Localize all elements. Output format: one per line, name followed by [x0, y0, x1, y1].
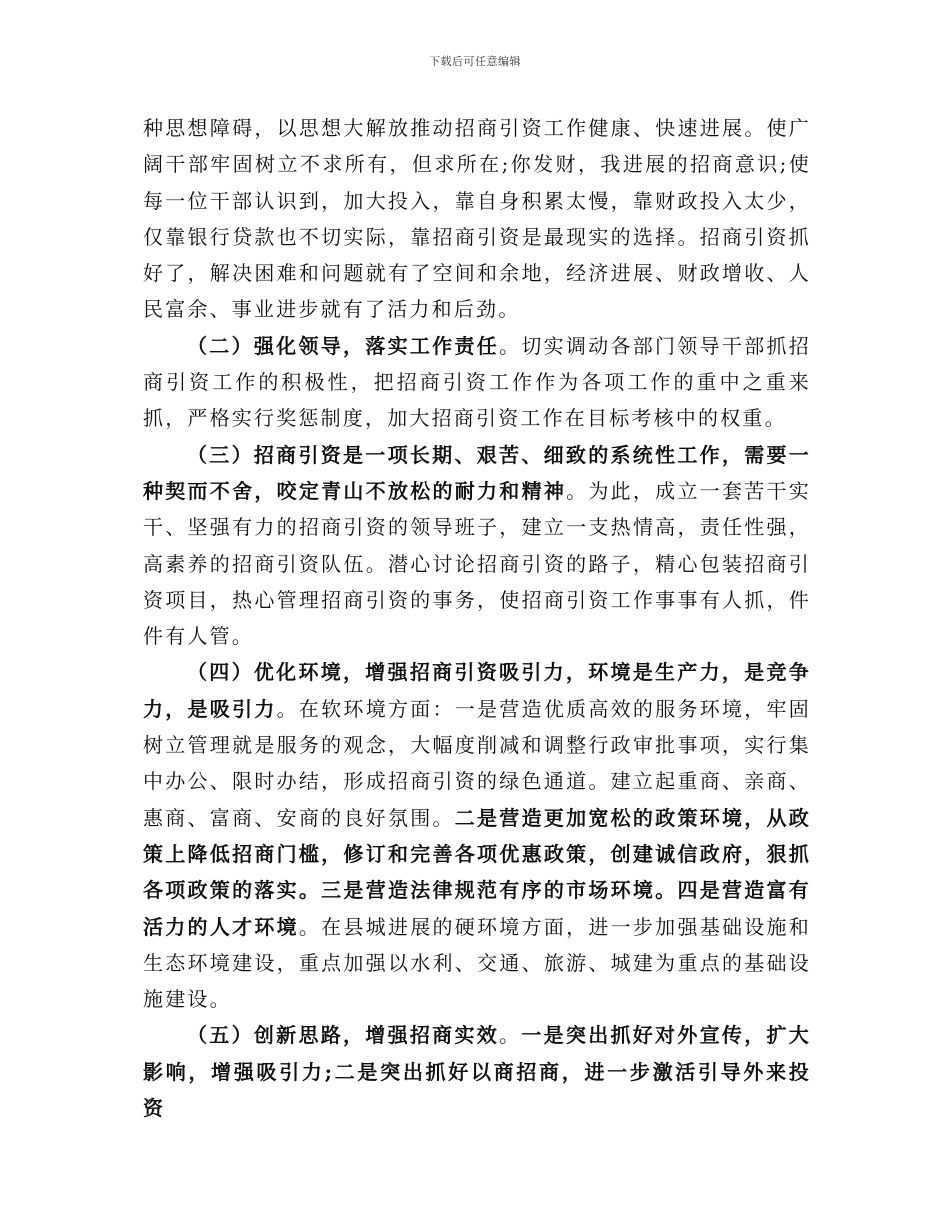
paragraph-text: 种思想障碍，以思想大解放推动招商引资工作健康、快速进展。使广阔干部牢固树立不求所有，但求所在;你发财，我进展的招商意识;使每一位干部认识到，加大投入，靠自身积累太慢，靠财政投入太少，仅靠银行贷款也不切实际，靠招商引资是最现实的选择。招商引资抓好了，解决困难和问题就有了空间和余地，经济进展、财政增收、人民富余、事业进步就有了活力和后劲。 — [143, 116, 811, 322]
paragraph — [143, 437, 811, 655]
paragraph-heading: （三）招商引资是一项长期、艰苦、细致的系统性工作，需要一种契而不舍，咬定青山不放松的耐力和精神 — [143, 442, 811, 503]
page-header: 下载后可任意编辑 — [429, 55, 521, 68]
document-body — [143, 110, 811, 1126]
paragraph — [143, 328, 811, 437]
paragraph-text: 。切实调动各部门领导干部抓招商引资工作的积极性，把招商引资工作作为各项工作的重中之重来抓，严格实行奖惩制度，加大招商引资工作在目标考核中的权重。 — [143, 333, 811, 431]
paragraph — [143, 1017, 811, 1126]
paragraph-text: 。 — [499, 1023, 522, 1048]
paragraph-emphasis: 二是营造更加宽松的政策环境，从政策上降低招商门槛，修订和完善各项优惠政策，创建诚信政府，狠抓各项政策的落实。三是营造法律规范有序的市场环境。四是营造富有活力的人才环境 — [143, 805, 811, 939]
paragraph-text: 。为此，成立一套苦干实干、坚强有力的招商引资的领导班子，建立一支热情高，责任性强，高素养的招商引资队伍。潜心讨论招商引资的路子，精心包装招商引资项目，热心管理招商引资的事务，使招商引资工作事事有人抓，件件有人管。 — [143, 478, 811, 649]
paragraph-heading: （二）强化领导，落实工作责任 — [187, 333, 500, 358]
paragraph-heading: （四）优化环境，增强招商引资吸引力，环境是生产力，是竞争力，是吸引力 — [143, 660, 811, 721]
paragraph-text: 。在软环境方面：一是营造优质高效的服务环境，牢固树立管理就是服务的观念，大幅度削减和调整行政审批事项，实行集中办公、限时办结，形成招商引资的绿色通道。建立起重商、亲商、惠商、富商、安商的良好氛围。 — [143, 696, 811, 830]
paragraph-heading: （五）创新思路，增强招商实效 — [187, 1023, 500, 1048]
paragraph-emphasis: 一是突出抓好对外宣传，扩大影响，增强吸引力;二是突出抓好以商招商，进一步激活引导外来投资 — [143, 1023, 811, 1121]
paragraph — [143, 654, 811, 1017]
paragraph-text: 。在县城进展的硬环境方面，进一步加强基础设施和生态环境建设，重点加强以水利、交通、旅游、城建为重点的基础设施建设。 — [143, 914, 811, 1012]
paragraph — [143, 110, 811, 328]
